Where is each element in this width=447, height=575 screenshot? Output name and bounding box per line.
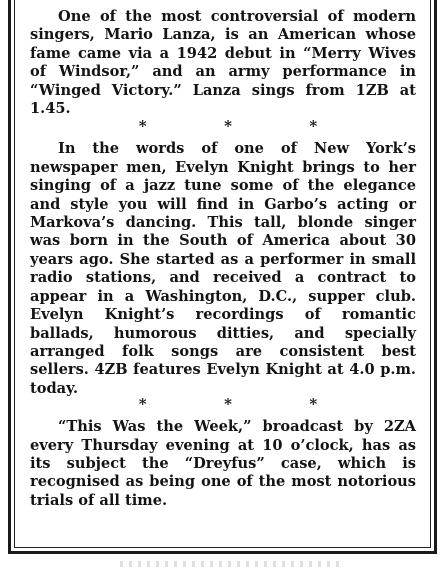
separator-star: * (138, 395, 147, 414)
separator-star: * (224, 117, 232, 136)
separator-star: * (224, 395, 232, 414)
separator-star: * (309, 117, 318, 136)
separator-stars (30, 394, 416, 414)
paragraph-this-was-the-week: “This Was the Week,” broadcast by 2ZA every Thursday evening at 10 o’clock, has as its subject the “Dreyfus” case, which is recognised as being one of the most notorious trials of all time. (30, 418, 416, 509)
article-column (30, 8, 416, 510)
separator-stars (30, 116, 416, 136)
separator-star: * (309, 395, 318, 414)
bleed-through-text (120, 561, 340, 567)
paragraph-evelyn-knight: In the words of one of New York’s newspaper men, Evelyn Knight brings to her singing of a jazz tune some of the elegance and style you will find in Garbo’s acting or Markova’s dancing. This tall, blonde singer was born in the South of America about 30 years ago. She started as a performer in small radio stations, and received a contract to appear in a Washington, D.C., supper club. Evelyn Knight’s recordings of romantic ballads, humorous ditties, and specially arranged folk songs are consistent best sellers. 4ZB features Evelyn Knight at 4.0 p.m. today. (30, 140, 416, 397)
separator-star: * (138, 117, 147, 136)
paragraph-mario-lanza: One of the most controversial of modern singers, Mario Lanza, is an American whose fame came via a 1942 debut in “Merry Wives of Windsor,” and an army performance in “Winged Victory.” Lanza sings from 1ZB at 1.45. (30, 8, 416, 118)
